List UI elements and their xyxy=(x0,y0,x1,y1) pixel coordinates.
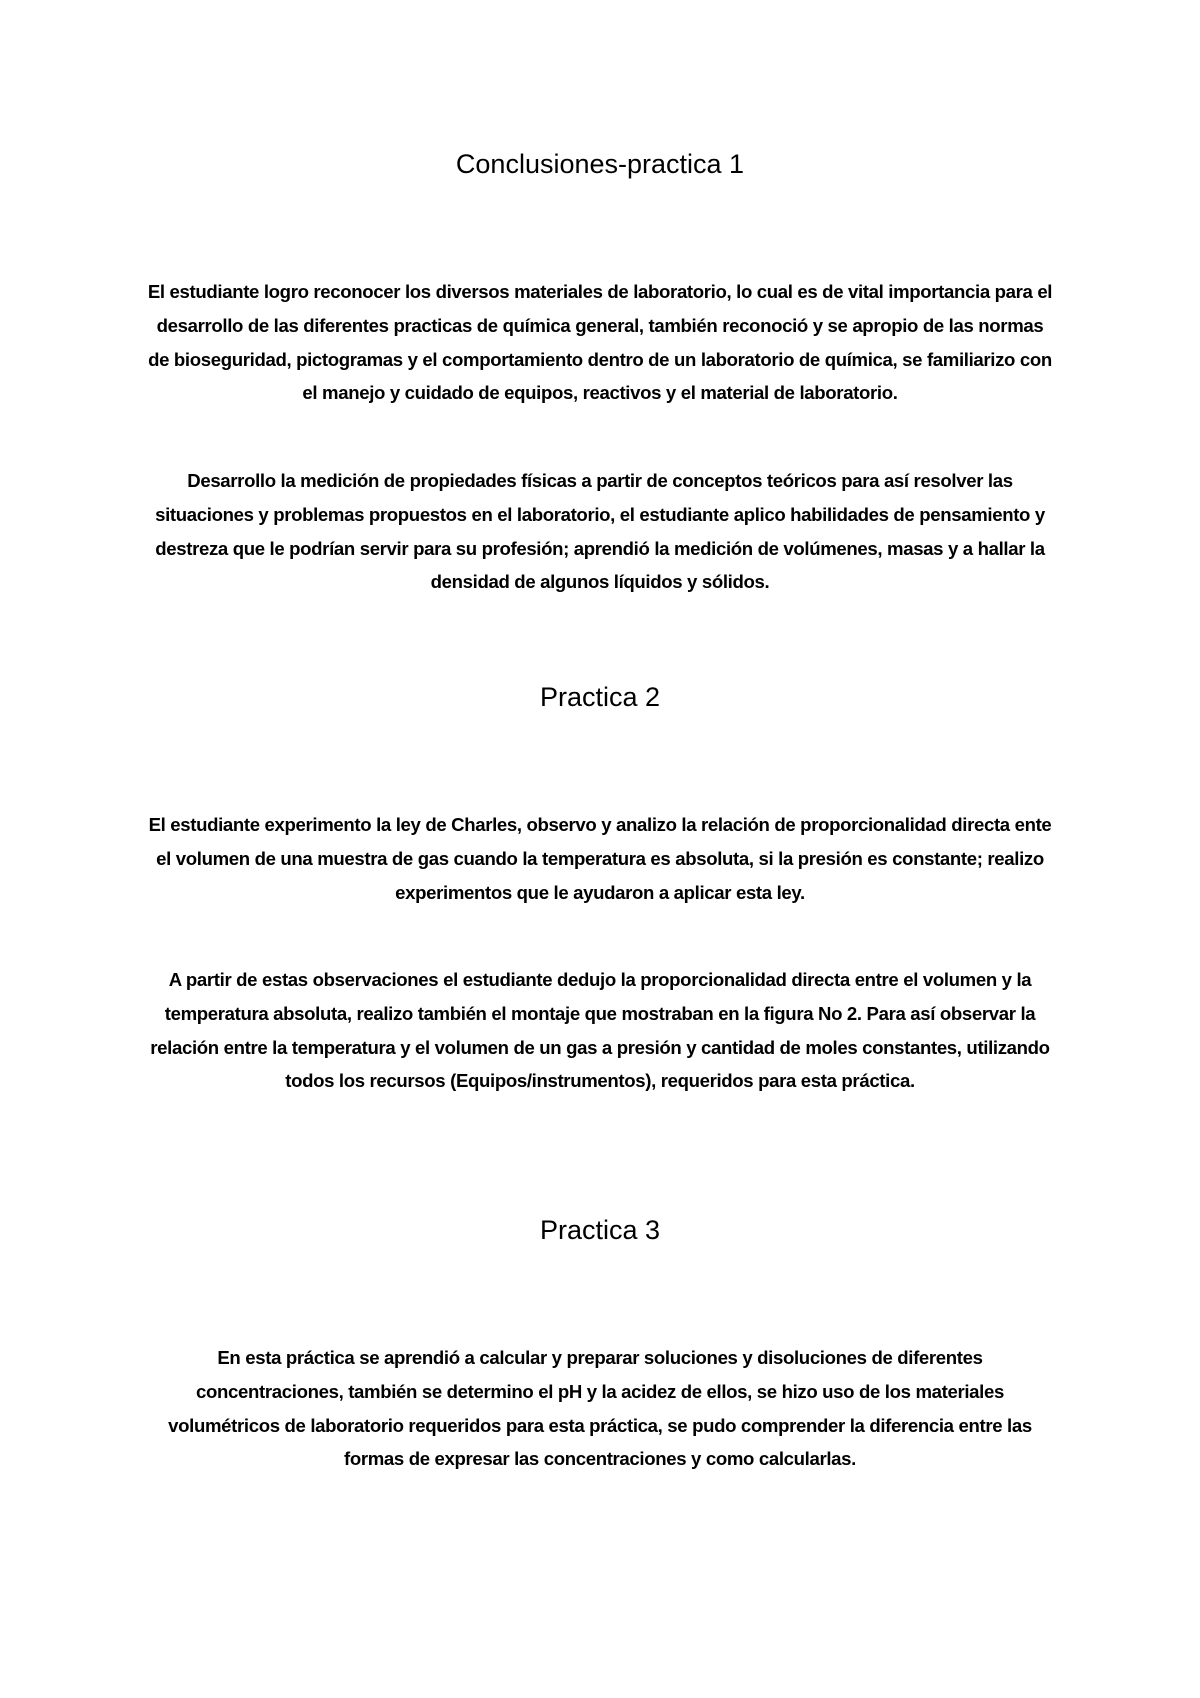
section3-paragraph-1: En esta práctica se aprendió a calcular y preparar soluciones y disoluciones de diferentes concentraciones, también se determino el pH y la acidez de ellos, se hizo uso de los materiales volumétricos de laboratorio requeridos para esta práctica, se pudo comprender la diferencia entre las formas de expresar las concentraciones y como calcularlas. xyxy=(168,1347,1032,1470)
section2-paragraph-2: A partir de estas observaciones el estudiante dedujo la proporcionalidad directa entre el volumen y la temperatura absoluta, realizo también el montaje que mostraban en la figura No 2. Para así observar la relación entre la temperatura y el volumen de un gas a presión y cantidad de moles constantes, utilizando todos los recursos (Equipos/instrumentos), requeridos para esta práctica. xyxy=(150,969,1050,1092)
section1-paragraph-1: El estudiante logro reconocer los diversos materiales de laboratorio, lo cual es de vital importancia para el desarrollo de las diferentes practicas de química general, también reconoció y se apropio de las normas de bioseguridad, pictogramas y el comportamiento dentro de un laboratorio de química, se familiarizo con el manejo y cuidado de equipos, reactivos y el material de laboratorio. xyxy=(147,281,1053,404)
page-title: Conclusiones-practica 1 xyxy=(455,149,745,179)
section3-heading: Practica 3 xyxy=(539,1215,661,1245)
section2-heading: Practica 2 xyxy=(539,682,661,712)
section2-paragraph-1: El estudiante experimento la ley de Charles, observo y analizo la relación de proporcionalidad directa ente el volumen de una muestra de gas cuando la temperatura es absoluta, si la presión es constante; realizo experimentos que le ayudaron a aplicar esta ley. xyxy=(148,814,1052,903)
section1-paragraph-2: Desarrollo la medición de propiedades físicas a partir de conceptos teóricos para así resolver las situaciones y problemas propuestos en el laboratorio, el estudiante aplico habilidades de pensamiento y destreza que le podrían servir para su profesión; aprendió la medición de volúmenes, masas y a hallar la densidad de algunos líquidos y sólidos. xyxy=(155,470,1045,593)
